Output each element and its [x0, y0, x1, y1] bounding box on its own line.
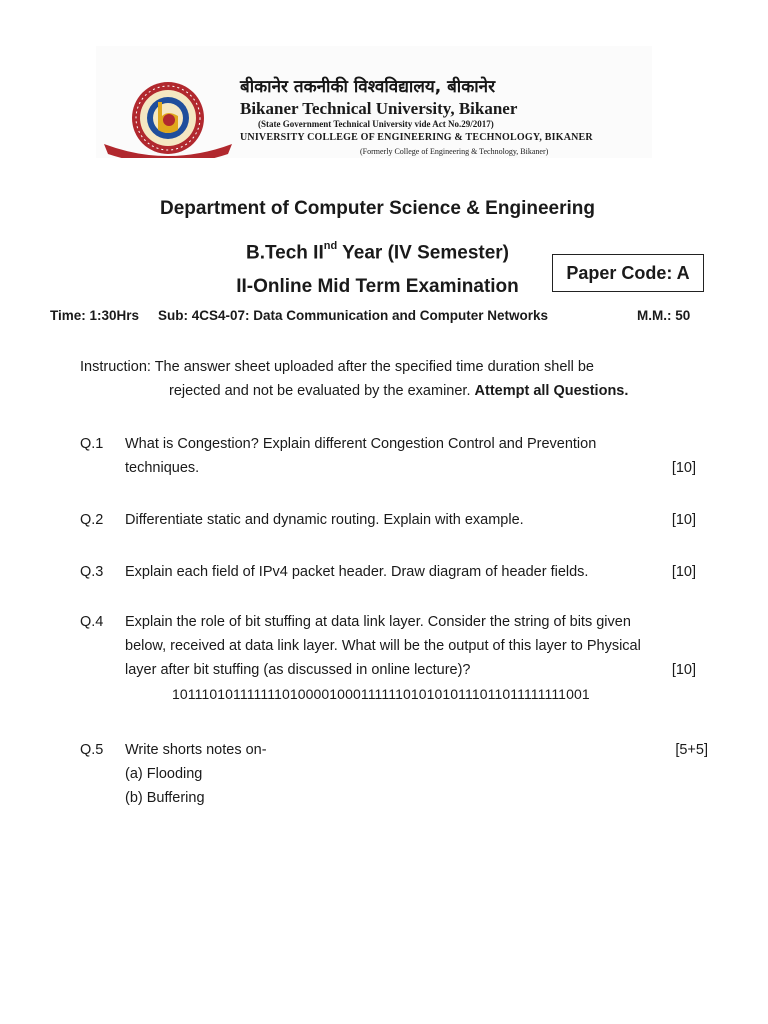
question-marks: [5+5]	[675, 742, 708, 758]
university-name-hindi: बीकानेर तकनीकी विश्वविद्यालय, बीकानेर	[240, 77, 496, 97]
question-marks: [10]	[671, 662, 696, 678]
instruction-block: Instruction: The answer sheet uploaded after the specified time duration shell be rejected and not be evaluated by the examiner. Attempt all Questions.	[80, 359, 629, 399]
university-name: Bikaner Technical University, Bikaner	[240, 99, 518, 118]
course-heading: B.Tech IInd Year (IV Semester)	[245, 240, 510, 264]
question-number: Q.3	[80, 564, 104, 580]
question-marks: [10]	[671, 564, 696, 580]
question-number: Q.4	[80, 614, 104, 630]
exam-subject: Sub: 4CS4-07: Data Communication and Computer Networks	[158, 308, 549, 323]
question-2: Q.2 Differentiate static and dynamic routing. Explain with example. [10]	[80, 508, 708, 534]
exam-title: II-Online Mid Term Examination	[236, 276, 519, 297]
paper-code-box: Paper Code: A	[552, 254, 704, 292]
bit-string: 10111010111111101000010001111110101010111011011111111001	[172, 686, 590, 702]
question-3: Q.3 Explain each field of IPv4 packet header. Draw diagram of header fields. [10]	[80, 560, 708, 586]
question-1: Q.1 What is Congestion? Explain different Congestion Control and Prevention techniques. [10]	[80, 432, 708, 482]
exam-time: Time: 1:30Hrs	[50, 308, 140, 323]
question-marks: [10]	[671, 460, 696, 476]
instruction-label: Instruction:	[80, 359, 151, 375]
instruction-emphasis: Attempt all Questions.	[474, 383, 629, 399]
question-number: Q.1	[80, 436, 104, 452]
department-heading: Department of Computer Science & Engineering	[160, 198, 595, 219]
question-5: Q.5 Write shorts notes on- (a) Flooding (b) Buffering [5+5]	[80, 738, 708, 812]
question-number: Q.5	[80, 742, 104, 758]
former-name: (Formerly College of Engineering & Technology, Bikaner)	[360, 147, 549, 156]
university-logo-icon	[104, 82, 232, 158]
max-marks: M.M.: 50	[637, 308, 691, 323]
act-note: (State Government Technical University vide Act No.29/2017)	[258, 119, 494, 129]
question-marks: [10]	[671, 512, 696, 528]
question-4: Q.4 Explain the role of bit stuffing at data link layer. Consider the string of bits given below, received at data link layer. What will be the output of this layer to Physical layer after bit stuffing (as discussed in online lecture)? [10]	[80, 610, 708, 684]
college-name: UNIVERSITY COLLEGE OF ENGINEERING & TECHNOLOGY, BIKANER	[240, 132, 593, 143]
letterhead	[96, 46, 652, 158]
question-number: Q.2	[80, 512, 104, 528]
